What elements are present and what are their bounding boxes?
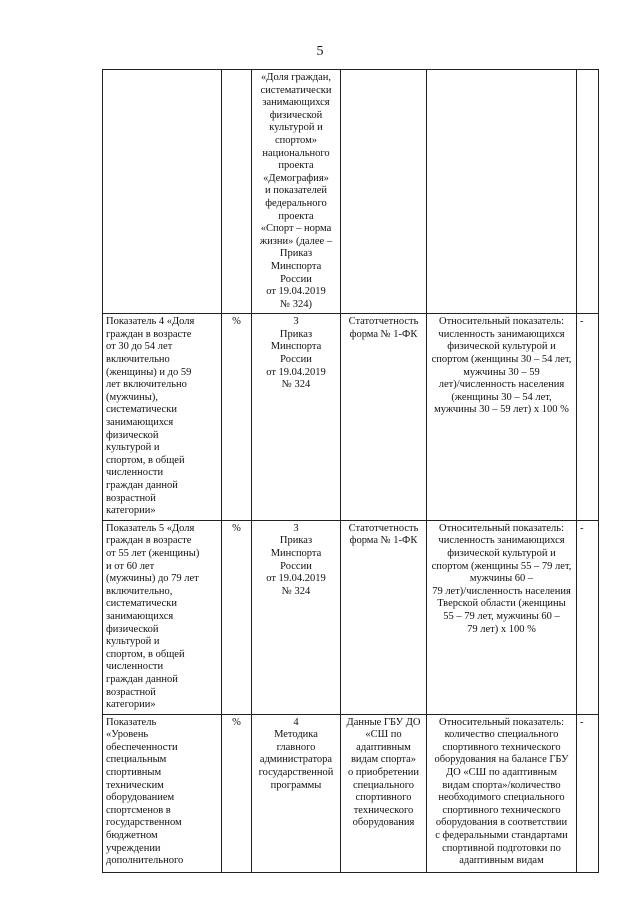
unit-cell <box>222 70 252 314</box>
unit-cell: % <box>222 314 252 521</box>
table-row <box>103 714 599 872</box>
indicator-name-cell: Показатель «Уровень обеспеченности специальным спортивным техническим оборудованием спортсменов в государственном бюджетном учреждении дополнительного <box>103 714 222 872</box>
page-number: 5 <box>316 44 324 59</box>
table-row <box>103 70 599 314</box>
indicator-name-cell <box>103 70 222 314</box>
unit-cell: % <box>222 714 252 872</box>
method-cell: «Доля граждан, систематически занимающихся физической культурой и спортом» национального проекта «Демография» и показателей федерального проекта «Спорт – норма жизни» (далее – Приказ Минспорта России от 19.04.2019 № 324) <box>252 70 341 314</box>
calculation-cell: Относительный показатель: численность занимающихся физической культурой и спортом (женщины 55 – 79 лет, мужчины 60 – 79 лет)/численность населения Тверской области (женщины 55 – 79 лет, мужчины 60 – 79 лет) x 100 % <box>427 520 577 714</box>
note-cell: - <box>577 314 599 521</box>
table-row <box>103 314 599 521</box>
calculation-cell: Относительный показатель: количество специального спортивного технического оборудования на балансе ГБУ ДО «СШ по адаптивным видам спорта»/количество необходимого специального спортивного технического оборудования в соответствии с федеральными стандартами спортивной подготовки по адаптивным видам <box>427 714 577 872</box>
source-cell: Статотчетность форма № 1-ФК <box>341 520 427 714</box>
calculation-cell <box>427 70 577 314</box>
method-cell: 3 Приказ Минспорта России от 19.04.2019 № 324 <box>252 314 341 521</box>
method-cell: 4 Методика главного администратора государственной программы <box>252 714 341 872</box>
calculation-cell: Относительный показатель: численность занимающихся физической культурой и спортом (женщины 30 – 54 лет, мужчины 30 – 59 лет)/численность населения (женщины 30 – 54 лет, мужчины 30 – 59 лет) x 100 % <box>427 314 577 521</box>
note-cell: - <box>577 714 599 872</box>
unit-cell: % <box>222 520 252 714</box>
note-cell <box>577 70 599 314</box>
indicators-table <box>102 69 599 873</box>
method-cell: 3 Приказ Минспорта России от 19.04.2019 № 324 <box>252 520 341 714</box>
source-cell <box>341 70 427 314</box>
source-cell: Статотчетность форма № 1-ФК <box>341 314 427 521</box>
indicator-name-cell: Показатель 5 «Доля граждан в возрасте от 55 лет (женщины) и от 60 лет (мужчины) до 79 лет включительно, систематически занимающихся физической культурой и спортом, в общей численности граждан данной возрастной категории» <box>103 520 222 714</box>
table-row <box>103 520 599 714</box>
source-cell: Данные ГБУ ДО «СШ по адаптивным видам спорта» о приобретении специального спортивного технического оборудования <box>341 714 427 872</box>
note-cell: - <box>577 520 599 714</box>
indicator-name-cell: Показатель 4 «Доля граждан в возрасте от 30 до 54 лет включительно (женщины) и до 59 лет включительно (мужчины), систематически занимающихся физической культурой и спортом, в общей численности граждан данной возрастной категории» <box>103 314 222 521</box>
